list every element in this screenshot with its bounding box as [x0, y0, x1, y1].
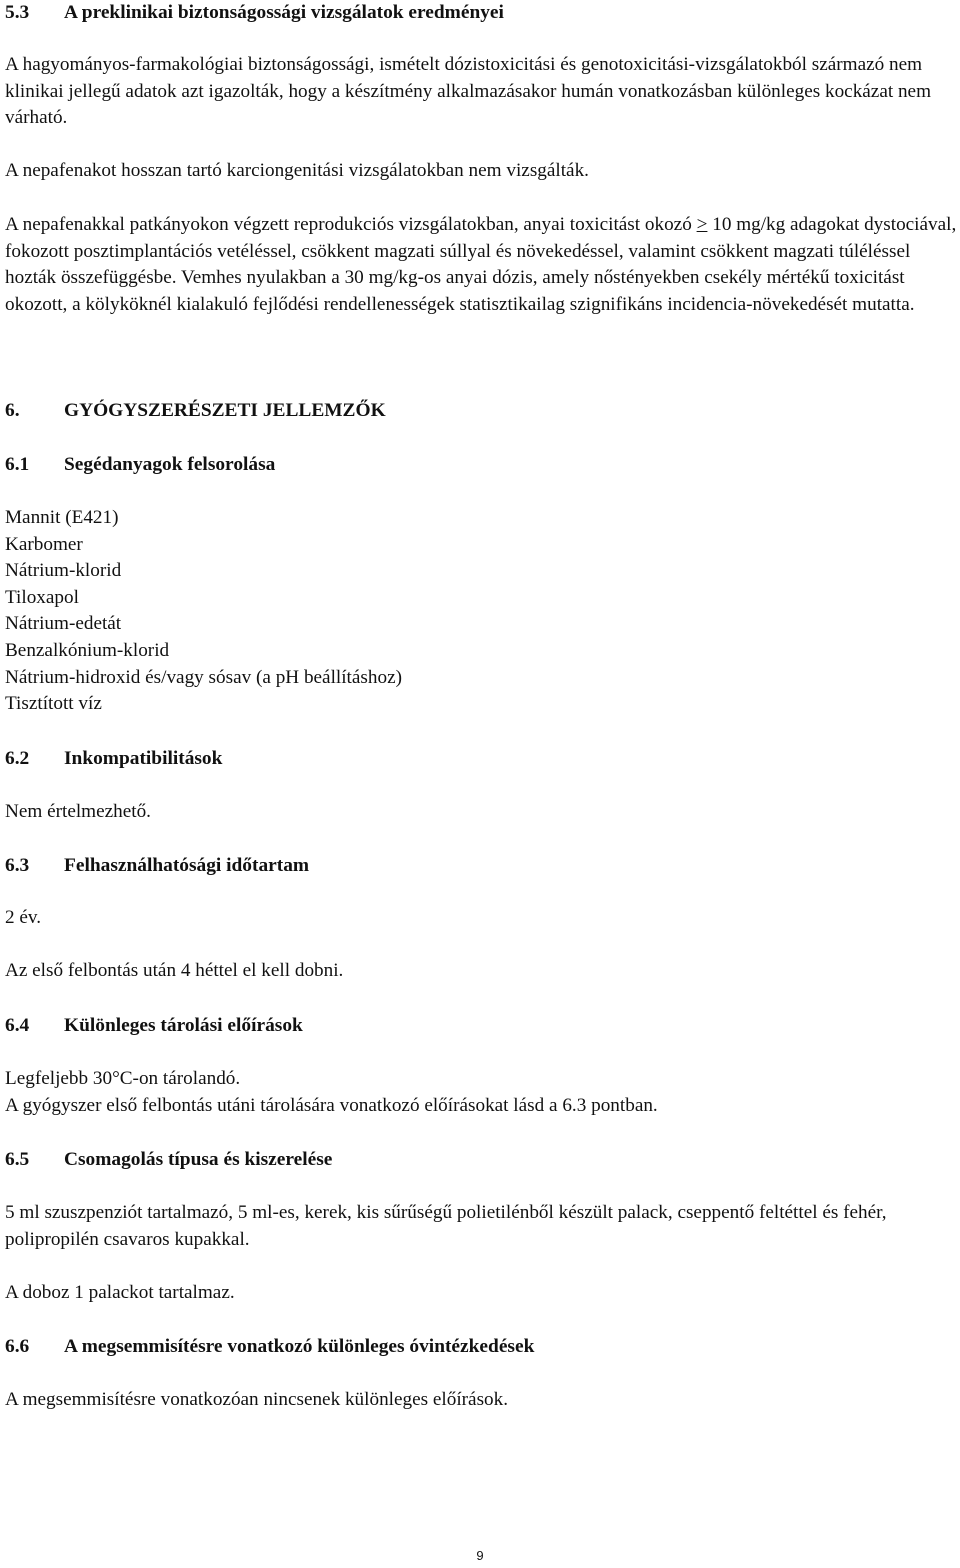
section-title: Inkompatibilitások [64, 748, 223, 769]
section-heading-6 [5, 398, 386, 424]
excipient-item: Mannit (E421) [5, 507, 119, 528]
excipient-item: Karbomer [5, 533, 83, 555]
paragraph-safety-data: A hagyományos-farmakológiai biztonságossági, ismételt dózistoxicitási és genotoxicitási-vizsgálatokból származó nem klinikai jellegű adatok azt igazolták, hogy a készítmény alkalmazásakor humán vonatkozásban különleges kockázat nem várható. [5, 54, 932, 129]
excipient-item: Tiloxapol [5, 586, 79, 608]
section-number: 6.1 [5, 454, 30, 475]
section-heading-6-3 [5, 853, 309, 879]
section-heading-6-2 [5, 746, 222, 772]
section-heading-6-4 [5, 1013, 303, 1039]
paragraph-reproduction [5, 212, 957, 318]
section-number: 6.2 [5, 748, 30, 769]
excipient-item: Nátrium-hidroxid és/vagy sósav (a pH beállításhoz) [5, 666, 402, 688]
paragraph-reproduction-part-1: A nepafenakkal patkányokon végzett reprodukciós vizsgálatokban, anyai toxicitást okozó [5, 214, 697, 235]
greater-equal-symbol: > [696, 214, 708, 235]
packaging-text: 5 ml szuszpenziót tartalmazó, 5 ml-es, kerek, kis sűrűségű polietilénből készült palack, cseppentő feltéttel és fehér, polipropilén csavaros kupakkal. [5, 1202, 887, 1250]
paragraph-carcinogenicity: A nepafenakot hosszan tartó karciongenitási vizsgálatokban nem vizsgálták. [5, 160, 589, 181]
storage-after-opening-text: A gyógyszer első felbontás utáni tárolására vonatkozó előírásokat lásd a 6.3 pontban. [5, 1095, 658, 1116]
section-title: A preklinikai biztonságossági vizsgálatok eredményei [64, 2, 504, 23]
excipient-item: Nátrium-edetát [5, 613, 122, 635]
section-title: Felhasználhatósági időtartam [64, 855, 310, 876]
section-title: A megsemmisítésre vonatkozó különleges óvintézkedések [64, 1336, 535, 1357]
shelf-life-text: 2 év. [5, 907, 42, 928]
section-number: 6.5 [5, 1149, 30, 1170]
section-title: GYÓGYSZERÉSZETI JELLEMZŐK [64, 400, 386, 421]
section-title: Csomagolás típusa és kiszerelése [64, 1149, 333, 1170]
disposal-text: A megsemmisítésre vonatkozóan nincsenek különleges előírások. [5, 1389, 509, 1410]
section-heading-6-5 [5, 1147, 332, 1173]
section-number: 6. [5, 400, 20, 421]
section-title: Különleges tárolási előírások [64, 1015, 303, 1036]
excipient-list [5, 505, 905, 718]
pack-content-text: A doboz 1 palackot tartalmaz. [5, 1282, 235, 1303]
page-number: 9 [476, 1548, 484, 1563]
section-number: 5.3 [5, 2, 30, 23]
excipient-item: Nátrium-klorid [5, 560, 122, 582]
excipient-item: Benzalkónium-klorid [5, 639, 170, 661]
section-heading-6-1 [5, 452, 275, 478]
paragraph-reproduction-part-2: 10 mg/kg adagokat dystociával, fokozott posztimplantációs vetéléssel, csökkent magzati súllyal és növekedéssel, valamint csökkent magzati túléléssel hozták összefüggésbe. Vemhes nyulakban a 30 mg/kg-os anyai dózis, amely nőstényekben csekély mértékű toxicitást okozott, a kölyköknél kialakuló fejlődési rendellenességek statisztikailag szignifikáns incidencia-növekedését mutatta. [5, 214, 957, 315]
section-heading-6-6 [5, 1334, 534, 1360]
section-number: 6.4 [5, 1015, 30, 1036]
incompatibilities-text: Nem értelmezhető. [5, 801, 151, 822]
section-heading-5-3 [5, 0, 504, 26]
excipient-item: Tisztított víz [5, 693, 102, 715]
section-number: 6.3 [5, 855, 30, 876]
storage-temperature-text: Legfeljebb 30°C-on tárolandó. [5, 1068, 241, 1089]
section-title: Segédanyagok felsorolása [64, 454, 276, 475]
section-number: 6.6 [5, 1336, 30, 1357]
after-opening-text: Az első felbontás után 4 héttel el kell dobni. [5, 960, 344, 981]
